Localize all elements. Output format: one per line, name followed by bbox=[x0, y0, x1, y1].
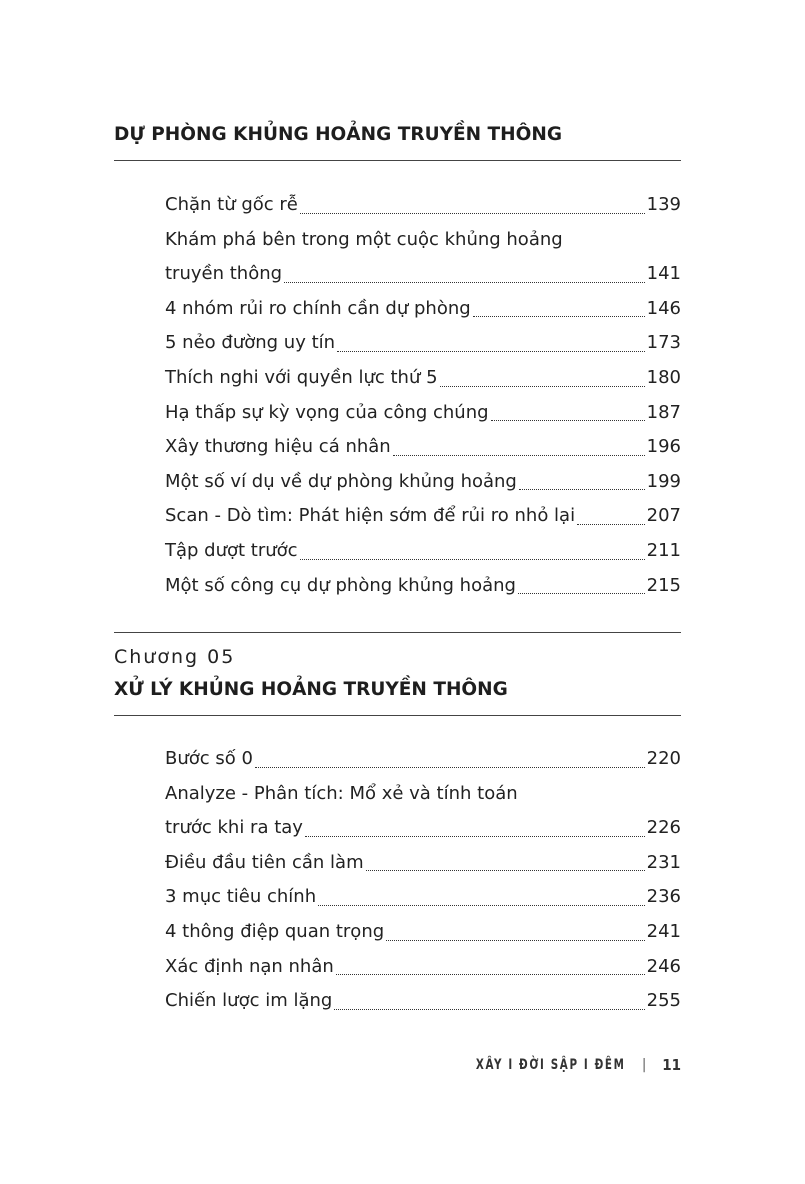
dot-leader bbox=[519, 488, 645, 490]
divider bbox=[114, 715, 681, 716]
toc-page-number: 211 bbox=[646, 539, 681, 561]
toc-entry-title: 4 nhóm rủi ro chính cần dự phòng bbox=[165, 297, 471, 319]
toc-list bbox=[165, 188, 681, 603]
toc-page-number: 236 bbox=[646, 886, 681, 908]
toc-entry bbox=[165, 223, 681, 292]
toc-entry bbox=[165, 777, 681, 846]
section-2-header bbox=[114, 632, 681, 716]
page-footer bbox=[443, 1052, 681, 1078]
dot-leader bbox=[255, 766, 645, 768]
toc-entry-title: 3 mục tiêu chính bbox=[165, 886, 317, 908]
toc-entry-row bbox=[165, 984, 681, 1019]
toc-entry-title: Một số ví dụ về dự phòng khủng hoảng bbox=[165, 470, 517, 492]
page-number: 11 bbox=[662, 1056, 681, 1074]
toc-entry-title: Điều đầu tiên cần làm bbox=[165, 851, 364, 873]
toc-entry-row bbox=[165, 742, 681, 777]
dot-leader bbox=[305, 835, 645, 837]
toc-entry-row bbox=[165, 292, 681, 327]
dot-leader bbox=[393, 454, 645, 456]
toc-entry-title: Tập dượt trước bbox=[165, 539, 298, 561]
toc-page-number: 141 bbox=[646, 263, 681, 285]
toc-entry-title: 5 nẻo đường uy tín bbox=[165, 332, 336, 354]
toc-page-number: 207 bbox=[646, 505, 681, 527]
toc-entry-row bbox=[165, 534, 681, 569]
toc-page-number: 220 bbox=[646, 748, 681, 769]
toc-entry-row bbox=[165, 880, 681, 915]
toc-entry-title: truyền thông bbox=[165, 263, 283, 285]
toc-page-number: 139 bbox=[646, 194, 681, 215]
toc-entry bbox=[165, 361, 681, 396]
toc-entry-title: 4 thông điệp quan trọng bbox=[165, 920, 385, 942]
toc-entry bbox=[165, 430, 681, 465]
dot-leader bbox=[491, 419, 645, 421]
toc-entry bbox=[165, 396, 681, 431]
chapter-label: Chương 05 bbox=[114, 646, 236, 668]
toc-entry bbox=[165, 465, 681, 500]
toc-page-number: 231 bbox=[646, 851, 681, 873]
dot-leader bbox=[440, 385, 645, 387]
toc-entry-title-line: Analyze - Phân tích: Mổ xẻ và tính toán bbox=[165, 782, 518, 804]
toc-entry bbox=[165, 742, 681, 777]
toc-entry-row bbox=[165, 430, 681, 465]
dot-leader bbox=[577, 523, 645, 525]
dot-leader bbox=[337, 350, 645, 352]
toc-entry-row bbox=[165, 465, 681, 500]
toc-page-number: 246 bbox=[646, 955, 681, 977]
footer-separator: | bbox=[641, 1057, 647, 1073]
divider bbox=[114, 632, 681, 633]
toc-entry-row bbox=[165, 950, 681, 985]
toc-page-number: 199 bbox=[646, 470, 681, 492]
section-title: XỬ LÝ KHỦNG HOẢNG TRUYỀN THÔNG bbox=[114, 679, 508, 700]
toc-page-number: 241 bbox=[646, 920, 681, 942]
toc-entry-row bbox=[165, 396, 681, 431]
toc-entry bbox=[165, 499, 681, 534]
dot-leader bbox=[300, 212, 645, 214]
dot-leader bbox=[300, 558, 645, 560]
toc-entry-title: Xây thương hiệu cá nhân bbox=[165, 436, 391, 458]
toc-page-number: 196 bbox=[646, 436, 681, 458]
book-title: XÂY I ĐỜI SẬP I ĐÊM bbox=[476, 1057, 626, 1073]
toc-entry-row bbox=[165, 188, 681, 223]
toc-entry-title: trước khi ra tay bbox=[165, 817, 303, 839]
toc-entry-title: Một số công cụ dự phòng khủng hoảng bbox=[165, 574, 516, 596]
toc-page-number: 173 bbox=[646, 332, 681, 354]
toc-entry-row bbox=[165, 811, 681, 846]
toc-entry bbox=[165, 950, 681, 985]
toc-entry bbox=[165, 534, 681, 569]
toc-entry bbox=[165, 915, 681, 950]
toc-entry-title: Hạ thấp sự kỳ vọng của công chúng bbox=[165, 401, 489, 423]
toc-entry-title: Thích nghi với quyền lực thứ 5 bbox=[165, 366, 438, 388]
toc-page-number: 187 bbox=[646, 401, 681, 423]
toc-entry bbox=[165, 292, 681, 327]
dot-leader bbox=[284, 281, 645, 283]
toc-entry-row bbox=[165, 257, 681, 292]
toc-entry-title: Xác định nạn nhân bbox=[165, 955, 334, 977]
toc-page-number: 215 bbox=[646, 574, 681, 596]
section-title: DỰ PHÒNG KHỦNG HOẢNG TRUYỀN THÔNG bbox=[114, 124, 563, 145]
dot-leader bbox=[336, 973, 645, 975]
toc-page-number: 255 bbox=[646, 990, 681, 1012]
toc-entry bbox=[165, 984, 681, 1019]
toc-list bbox=[165, 742, 681, 1019]
toc-entry-row bbox=[165, 846, 681, 881]
toc-entry-row bbox=[165, 569, 681, 604]
toc-entry-title: Chiến lược im lặng bbox=[165, 990, 333, 1012]
dot-leader bbox=[518, 592, 645, 594]
toc-entry-row bbox=[165, 326, 681, 361]
toc-entry-row bbox=[165, 499, 681, 534]
toc-entry-title: Bước số 0 bbox=[165, 748, 253, 769]
toc-page-number: 226 bbox=[646, 817, 681, 839]
toc-entry bbox=[165, 326, 681, 361]
dot-leader bbox=[473, 315, 645, 317]
toc-entry bbox=[165, 569, 681, 604]
dot-leader bbox=[386, 939, 644, 941]
dot-leader bbox=[318, 904, 645, 906]
dot-leader bbox=[366, 869, 645, 871]
section-1-header bbox=[114, 120, 681, 161]
toc-entry-title: Chặn từ gốc rễ bbox=[165, 194, 298, 215]
toc-entry bbox=[165, 880, 681, 915]
toc-entry bbox=[165, 846, 681, 881]
toc-entry-row bbox=[165, 361, 681, 396]
toc-entry bbox=[165, 188, 681, 223]
toc-page-number: 146 bbox=[646, 297, 681, 319]
dot-leader bbox=[334, 1008, 644, 1010]
toc-entry-title: Scan - Dò tìm: Phát hiện sớm để rủi ro nhỏ lại bbox=[165, 505, 576, 527]
toc-entry-row bbox=[165, 915, 681, 950]
toc-page-number: 180 bbox=[646, 366, 681, 388]
toc-entry-title-line: Khám phá bên trong một cuộc khủng hoảng bbox=[165, 228, 563, 250]
divider bbox=[114, 160, 681, 161]
